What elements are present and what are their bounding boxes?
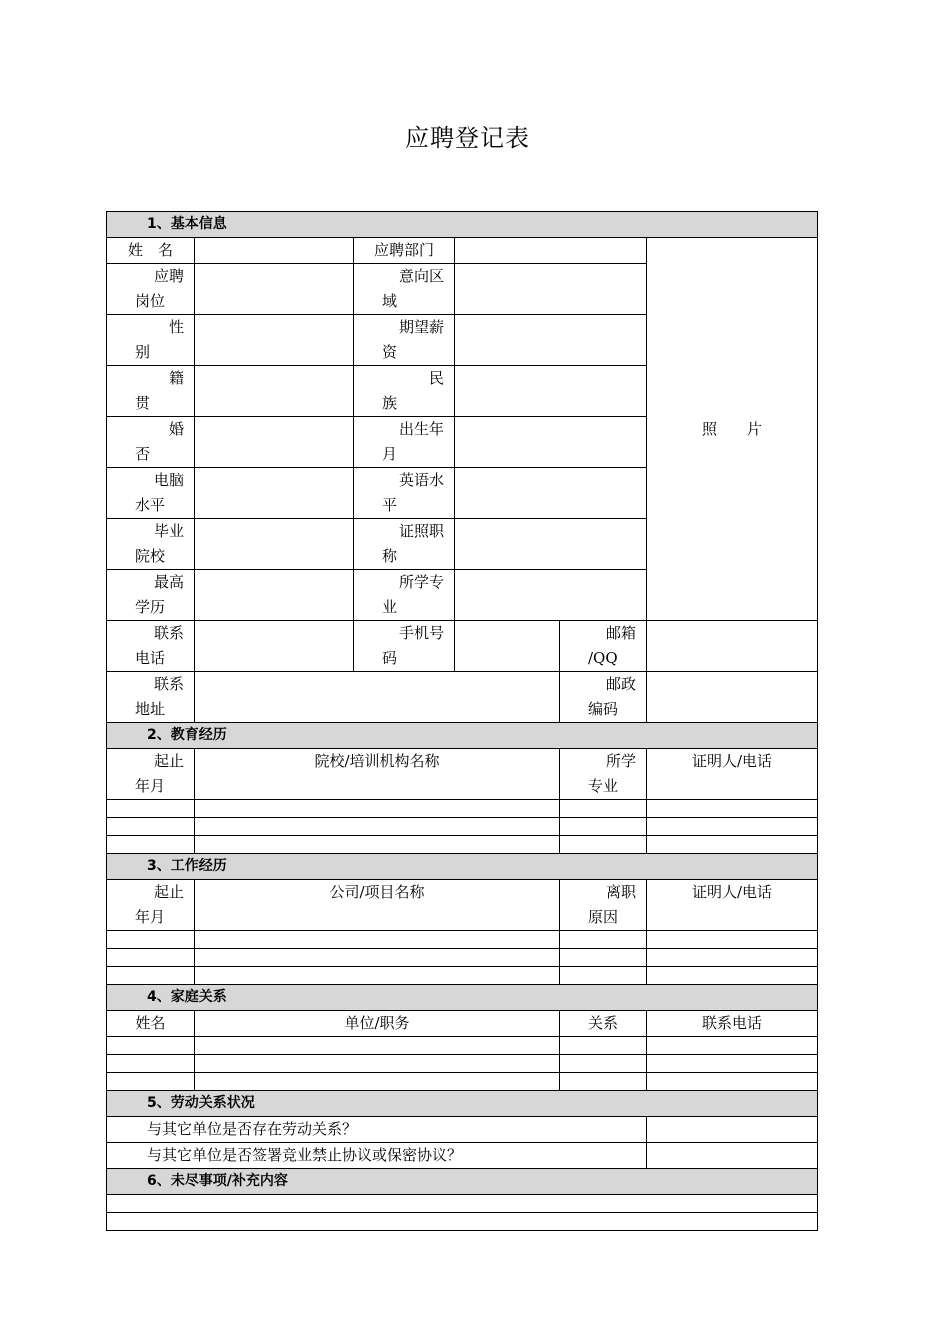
table-row [107, 931, 818, 949]
section-labor-relation [107, 1091, 818, 1117]
table-row [107, 1055, 818, 1073]
field-position[interactable] [195, 264, 354, 315]
label-dept: 应聘部门 [354, 238, 455, 264]
section-header: 5、劳动关系状况 [107, 1091, 818, 1117]
field-name[interactable] [195, 238, 354, 264]
col-family-phone: 联系电话 [647, 1011, 818, 1037]
question-labor-relation: 与其它单位是否存在劳动关系？ [107, 1117, 647, 1143]
label-school: 毕业 院校 [107, 519, 195, 570]
label-major: 所学专 业 [354, 570, 455, 621]
label-area: 意向区 域 [354, 264, 455, 315]
label-salary: 期望薪 资 [354, 315, 455, 366]
field-salary[interactable] [455, 315, 647, 366]
label-hometown: 籍 贯 [107, 366, 195, 417]
field-birth[interactable] [455, 417, 647, 468]
col-work-reason: 离职 原因 [560, 880, 647, 931]
form-title: 应聘登记表 [405, 124, 530, 152]
label-mobile: 手机号 码 [354, 621, 455, 672]
label-birth: 出生年 月 [354, 417, 455, 468]
answer-noncompete[interactable] [647, 1143, 818, 1169]
label-email: 邮箱 /QQ [560, 621, 647, 672]
photo-label: 照 片 [701, 419, 762, 438]
section-header: 2、教育经历 [107, 723, 818, 749]
table-row [107, 1037, 818, 1055]
table-row [107, 818, 818, 836]
field-education[interactable] [195, 570, 354, 621]
field-marital[interactable] [195, 417, 354, 468]
col-work-ref: 证明人/电话 [647, 880, 818, 931]
section-header: 1、基本信息 [107, 212, 818, 238]
field-major[interactable] [455, 570, 647, 621]
col-edu-major: 所学 专业 [560, 749, 647, 800]
label-english: 英语水 平 [354, 468, 455, 519]
label-ethnicity: 民 族 [354, 366, 455, 417]
field-sex[interactable] [195, 315, 354, 366]
table-row [107, 836, 818, 854]
col-family-unit: 单位/职务 [195, 1011, 560, 1037]
table-row [107, 1213, 818, 1231]
field-computer[interactable] [195, 468, 354, 519]
field-dept[interactable] [455, 238, 647, 264]
col-edu-ref: 证明人/电话 [647, 749, 818, 800]
supplement-field[interactable] [107, 1195, 818, 1213]
col-edu-date: 起止 年月 [107, 749, 195, 800]
section-work [107, 854, 818, 880]
field-address[interactable] [195, 672, 560, 723]
label-zip: 邮政 编码 [560, 672, 647, 723]
table-row [107, 967, 818, 985]
field-school[interactable] [195, 519, 354, 570]
col-work-date: 起止 年月 [107, 880, 195, 931]
section-header: 4、家庭关系 [107, 985, 818, 1011]
table-row [107, 800, 818, 818]
table-row [107, 949, 818, 967]
col-family-relation: 关系 [560, 1011, 647, 1037]
question-noncompete: 与其它单位是否签署竞业禁止协议或保密协议？ [107, 1143, 647, 1169]
application-form-table [106, 211, 818, 1231]
label-computer: 电脑 水平 [107, 468, 195, 519]
label-phone: 联系 电话 [107, 621, 195, 672]
field-zip[interactable] [647, 672, 818, 723]
photo-box[interactable] [647, 238, 818, 621]
field-mobile[interactable] [455, 621, 560, 672]
label-marital: 婚 否 [107, 417, 195, 468]
label-certificate: 证照职 称 [354, 519, 455, 570]
label-position: 应聘 岗位 [107, 264, 195, 315]
section-supplement [107, 1169, 818, 1195]
table-row [107, 1073, 818, 1091]
col-family-name: 姓名 [107, 1011, 195, 1037]
answer-labor-relation[interactable] [647, 1117, 818, 1143]
section-header: 3、工作经历 [107, 854, 818, 880]
field-area[interactable] [455, 264, 647, 315]
col-edu-school: 院校/培训机构名称 [195, 749, 560, 800]
section-basic-info [107, 212, 818, 238]
field-english[interactable] [455, 468, 647, 519]
col-work-company: 公司/项目名称 [195, 880, 560, 931]
field-ethnicity[interactable] [455, 366, 647, 417]
table-row [107, 1195, 818, 1213]
section-education [107, 723, 818, 749]
field-phone[interactable] [195, 621, 354, 672]
field-email[interactable] [647, 621, 818, 672]
label-education: 最高 学历 [107, 570, 195, 621]
label-sex: 性 别 [107, 315, 195, 366]
label-address: 联系 地址 [107, 672, 195, 723]
field-certificate[interactable] [455, 519, 647, 570]
label-name: 姓 名 [107, 238, 195, 264]
supplement-field[interactable] [107, 1213, 818, 1231]
section-family [107, 985, 818, 1011]
section-header: 6、未尽事项/补充内容 [107, 1169, 818, 1195]
field-hometown[interactable] [195, 366, 354, 417]
